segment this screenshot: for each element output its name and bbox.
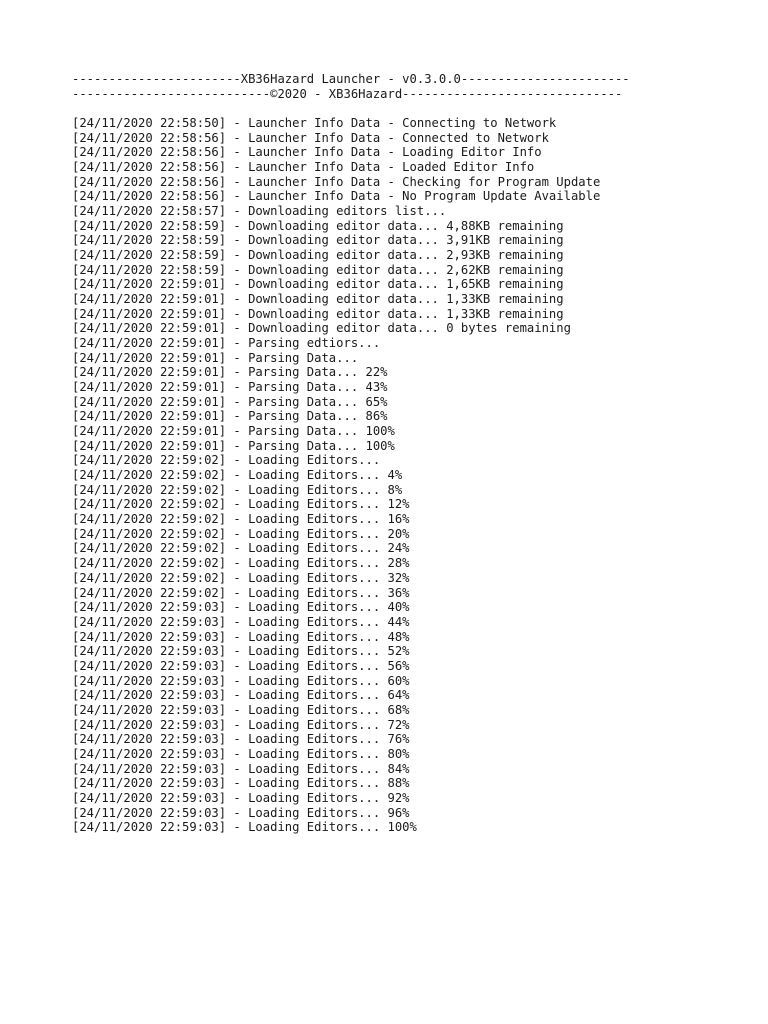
log-line: [24/11/2020 22:58:56] - Launcher Info Data - Loading Editor Info bbox=[72, 145, 542, 160]
log-line: [24/11/2020 22:59:03] - Loading Editors... 52% bbox=[72, 644, 410, 659]
log-line: [24/11/2020 22:59:02] - Loading Editors... 28% bbox=[72, 556, 410, 571]
log-document bbox=[72, 72, 630, 835]
log-line: [24/11/2020 22:59:01] - Parsing Data... 43% bbox=[72, 380, 388, 395]
log-line: [24/11/2020 22:59:02] - Loading Editors... bbox=[72, 453, 381, 468]
log-line: [24/11/2020 22:59:03] - Loading Editors... 84% bbox=[72, 761, 410, 776]
log-line: [24/11/2020 22:58:56] - Launcher Info Data - No Program Update Available bbox=[72, 189, 601, 204]
log-line: [24/11/2020 22:59:02] - Loading Editors... 32% bbox=[72, 570, 410, 585]
log-line: [24/11/2020 22:58:56] - Launcher Info Data - Connected to Network bbox=[72, 130, 549, 145]
log-header bbox=[72, 72, 630, 101]
log-line: [24/11/2020 22:59:03] - Loading Editors... 88% bbox=[72, 776, 410, 791]
log-line: [24/11/2020 22:58:56] - Launcher Info Data - Loaded Editor Info bbox=[72, 160, 535, 175]
log-line: [24/11/2020 22:59:03] - Loading Editors... 100% bbox=[72, 820, 417, 835]
log-line: [24/11/2020 22:59:01] - Downloading editor data... 1,33KB remaining bbox=[72, 306, 564, 321]
log-line: [24/11/2020 22:59:02] - Loading Editors... 16% bbox=[72, 512, 410, 527]
log-line: [24/11/2020 22:59:03] - Loading Editors... 40% bbox=[72, 600, 410, 615]
log-line: [24/11/2020 22:59:01] - Parsing Data... 65% bbox=[72, 394, 388, 409]
log-line: [24/11/2020 22:59:02] - Loading Editors... 4% bbox=[72, 468, 403, 483]
header-title-line: -----------------------XB36Hazard Launcher - v0.3.0.0----------------------- bbox=[72, 72, 630, 86]
header-copyright-line: ---------------------------©2020 - XB36Hazard------------------------------ bbox=[72, 86, 623, 101]
log-body bbox=[72, 116, 630, 835]
log-line: [24/11/2020 22:59:01] - Parsing edtiors... bbox=[72, 336, 381, 351]
log-line: [24/11/2020 22:59:02] - Loading Editors... 20% bbox=[72, 526, 410, 541]
log-line: [24/11/2020 22:59:01] - Parsing Data... 100% bbox=[72, 424, 395, 439]
log-line: [24/11/2020 22:59:01] - Downloading editor data... 0 bytes remaining bbox=[72, 321, 571, 336]
log-line: [24/11/2020 22:59:01] - Parsing Data... 86% bbox=[72, 409, 388, 424]
log-line: [24/11/2020 22:59:03] - Loading Editors... 60% bbox=[72, 673, 410, 688]
log-line: [24/11/2020 22:59:02] - Loading Editors... 36% bbox=[72, 585, 410, 600]
log-line: [24/11/2020 22:59:03] - Loading Editors... 92% bbox=[72, 790, 410, 805]
log-line: [24/11/2020 22:58:57] - Downloading editors list... bbox=[72, 204, 447, 219]
log-line: [24/11/2020 22:59:03] - Loading Editors... 96% bbox=[72, 805, 410, 820]
log-line: [24/11/2020 22:59:03] - Loading Editors... 68% bbox=[72, 702, 410, 717]
log-line: [24/11/2020 22:59:03] - Loading Editors... 72% bbox=[72, 717, 410, 732]
log-line: [24/11/2020 22:58:59] - Downloading editor data... 2,93KB remaining bbox=[72, 248, 564, 263]
log-line: [24/11/2020 22:59:03] - Loading Editors... 44% bbox=[72, 614, 410, 629]
log-line: [24/11/2020 22:59:03] - Loading Editors... 80% bbox=[72, 746, 410, 761]
log-line: [24/11/2020 22:59:01] - Parsing Data... 22% bbox=[72, 365, 388, 380]
log-line: [24/11/2020 22:59:01] - Parsing Data... bbox=[72, 350, 359, 365]
log-line: [24/11/2020 22:59:02] - Loading Editors... 24% bbox=[72, 541, 410, 556]
log-line: [24/11/2020 22:58:59] - Downloading editor data... 3,91KB remaining bbox=[72, 233, 564, 248]
log-line: [24/11/2020 22:59:01] - Downloading editor data... 1,33KB remaining bbox=[72, 292, 564, 307]
log-line: [24/11/2020 22:58:59] - Downloading editor data... 2,62KB remaining bbox=[72, 262, 564, 277]
log-line: [24/11/2020 22:59:03] - Loading Editors... 48% bbox=[72, 629, 410, 644]
log-line: [24/11/2020 22:58:59] - Downloading editor data... 4,88KB remaining bbox=[72, 218, 564, 233]
log-line: [24/11/2020 22:59:02] - Loading Editors... 12% bbox=[72, 497, 410, 512]
log-line: [24/11/2020 22:59:03] - Loading Editors... 76% bbox=[72, 732, 410, 747]
log-line: [24/11/2020 22:59:03] - Loading Editors... 64% bbox=[72, 688, 410, 703]
log-line: [24/11/2020 22:58:50] - Launcher Info Data - Connecting to Network bbox=[72, 116, 557, 130]
log-line: [24/11/2020 22:58:56] - Launcher Info Data - Checking for Program Update bbox=[72, 174, 601, 189]
log-line: [24/11/2020 22:59:01] - Downloading editor data... 1,65KB remaining bbox=[72, 277, 564, 292]
log-line: [24/11/2020 22:59:03] - Loading Editors... 56% bbox=[72, 658, 410, 673]
log-line: [24/11/2020 22:59:01] - Parsing Data... 100% bbox=[72, 438, 395, 453]
log-line: [24/11/2020 22:59:02] - Loading Editors... 8% bbox=[72, 482, 403, 497]
